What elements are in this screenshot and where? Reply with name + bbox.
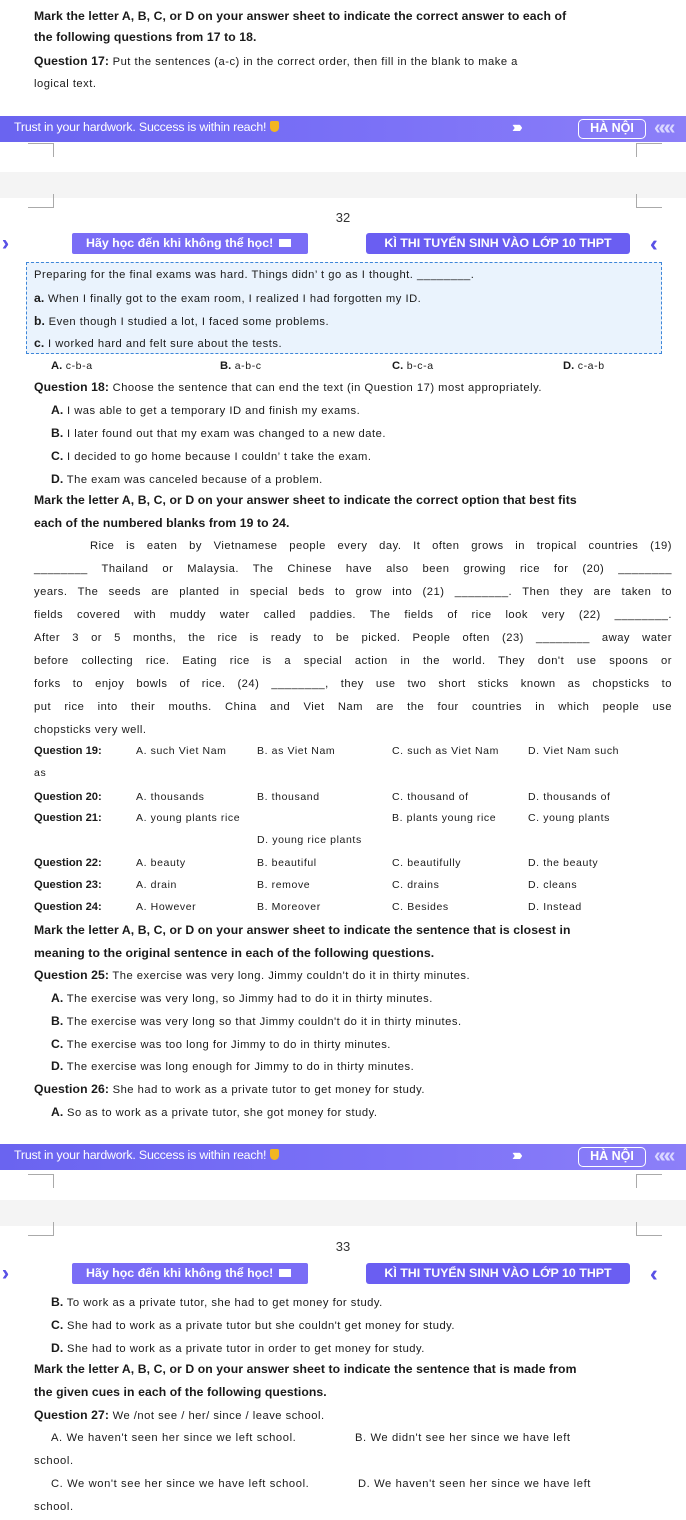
option-d[interactable] [563, 358, 605, 374]
passage-line: Rice is eaten by Vietnamese people every day. It often grows in tropical countries (19) [90, 540, 672, 552]
question-text: Choose the sentence that can end the text (in Question 17) most appropriately. [112, 382, 542, 394]
passage-line: years. The seeds are planted in special beds to grow into (21) ________. Then they are taken to [34, 586, 672, 598]
question-20 [34, 789, 102, 805]
question-24 [34, 899, 102, 915]
option-b[interactable] [51, 1294, 672, 1311]
option-d[interactable]: D. We haven't seen her since we have left [358, 1478, 591, 1490]
page-break [0, 172, 686, 198]
option-b[interactable] [51, 425, 672, 442]
option-text: The exercise was very long so that Jimmy couldn't do it in thirty minutes. [66, 1016, 462, 1028]
sentence-b [34, 313, 672, 330]
option-a[interactable] [51, 990, 672, 1007]
option-label: C. [51, 1037, 64, 1051]
sentence-text: Even though I studied a lot, I faced some problems. [48, 316, 330, 328]
option-label: B. [51, 1014, 64, 1028]
option-d-continued: school. [34, 1501, 74, 1513]
question-label: Question 21: [34, 812, 102, 824]
question-label: Question 18: [34, 380, 110, 394]
option-text: c-a-b [577, 360, 605, 372]
sentence-label: a. [34, 291, 45, 305]
sentence-a [34, 290, 672, 307]
option-b[interactable]: B. beautiful [257, 857, 317, 869]
question-label: Question 19: [34, 745, 102, 757]
option-a[interactable]: A. such Viet Nam [136, 745, 227, 757]
option-text: The exercise was very long, so Jimmy had to do it in thirty minutes. [66, 993, 433, 1005]
section-instruction: the given cues in each of the following questions. [34, 1385, 327, 1399]
passage-line: After 3 or 5 months, the rice is ready to be picked. People often (23) ________ away water [34, 632, 672, 644]
option-d[interactable]: D. young rice plants [257, 834, 362, 846]
slogan-text: Hãy học đến khi không thể học! [86, 1266, 274, 1280]
question-label: Question 26: [34, 1082, 110, 1096]
city-badge: HÀ NỘI [578, 1147, 646, 1167]
double-left-chevron-icon: ‹‹ [650, 231, 651, 256]
trophy-icon [270, 1149, 279, 1160]
option-a[interactable]: A. young plants rice [136, 812, 241, 824]
option-text: a-b-c [234, 360, 262, 372]
motto-text: Trust in your hardwork. Success is within reach! [14, 1148, 267, 1162]
question-label: Question 17: [34, 54, 110, 68]
option-label: A. [51, 1105, 64, 1119]
passage-line: fields covered with muddy water called paddies. The fields of rice look very (22) ________. [34, 609, 672, 621]
option-label: D. [51, 472, 64, 486]
question-label: Question 27: [34, 1408, 110, 1422]
footer-banner [0, 1144, 686, 1170]
question-label: Question 23: [34, 879, 102, 891]
sentence-text: When I finally got to the exam room, I realized I had forgotten my ID. [47, 293, 422, 305]
page-corner-mark [636, 143, 662, 157]
arrows-icon: ››››› [512, 119, 519, 136]
option-label: C. [51, 449, 64, 463]
page-corner-mark [28, 143, 54, 157]
option-label: D. [51, 1341, 64, 1355]
motto-text: Trust in your hardwork. Success is within reach! [14, 120, 267, 134]
option-a[interactable]: A. We haven't seen her since we left school. [51, 1432, 297, 1444]
option-label: A. [51, 403, 64, 417]
option-text: I was able to get a temporary ID and finish my exams. [67, 405, 361, 417]
option-c[interactable]: C. Besides [392, 901, 449, 913]
passage-line: forks to enjoy bowls of rice. (24) ________, they use two short sticks known as chopsticks to [34, 678, 672, 690]
option-a[interactable] [51, 1104, 672, 1121]
question-21 [34, 810, 102, 826]
question-label: Question 25: [34, 968, 110, 982]
question-text: She had to work as a private tutor to get money for study. [112, 1084, 425, 1096]
option-text: c-b-a [65, 360, 93, 372]
option-c[interactable]: C. thousand of [392, 791, 469, 803]
section-instruction: Mark the letter A, B, C, or D on your answer sheet to indicate the correct answer to each of [34, 9, 567, 23]
section-instruction: Mark the letter A, B, C, or D on your answer sheet to indicate the correct option that best fits [34, 493, 577, 507]
option-c[interactable]: C. such as Viet Nam [392, 745, 499, 757]
option-c[interactable] [51, 448, 672, 465]
option-d[interactable]: D. Viet Nam such [528, 745, 620, 757]
sentence-label: b. [34, 314, 46, 328]
footer-banner [0, 116, 686, 142]
option-d[interactable] [51, 471, 672, 488]
option-text: I later found out that my exam was changed to a new date. [67, 428, 386, 440]
motto [14, 120, 279, 134]
question-17-prompt [34, 53, 672, 70]
option-b[interactable] [220, 358, 262, 374]
double-left-arrow-icon: ««« [654, 1145, 670, 1167]
page-corner-mark [28, 1222, 54, 1236]
question-text: Put the sentences (a-c) in the correct order, then fill in the blank to make a [112, 56, 518, 68]
sentence-label: c. [34, 336, 45, 350]
option-c[interactable]: C. beautifully [392, 857, 462, 869]
option-b[interactable]: B. thousand [257, 791, 320, 803]
question-label: Question 22: [34, 857, 102, 869]
option-label: B. [220, 360, 232, 372]
option-label: D. [51, 1059, 64, 1073]
option-label: C. [392, 360, 404, 372]
option-d[interactable]: D. Instead [528, 901, 582, 913]
option-d-continued: as [34, 767, 47, 779]
q17-passage: Preparing for the final exams was hard. Things didn’ t go as I thought. ________. [34, 269, 475, 281]
option-text: b-c-a [406, 360, 434, 372]
page-number: 32 [335, 210, 351, 225]
section-instruction: each of the numbered blanks from 19 to 24. [34, 516, 290, 530]
option-text: I decided to go home because I couldn’ t take the exam. [67, 451, 372, 463]
option-b[interactable]: B. plants young rice [392, 812, 497, 824]
option-d[interactable] [51, 1340, 672, 1357]
passage-line: put rice into their mouths. China and Viet Nam are the four countries in which people use [34, 701, 672, 713]
page-corner-mark [636, 194, 662, 208]
option-text: The exercise was long enough for Jimmy to do in thirty minutes. [66, 1061, 415, 1073]
question-19 [34, 743, 102, 759]
option-a[interactable] [51, 358, 93, 374]
page-corner-mark [28, 194, 54, 208]
option-b[interactable] [51, 1013, 672, 1030]
option-d[interactable]: D. the beauty [528, 857, 599, 869]
option-a[interactable]: A. drain [136, 879, 177, 891]
option-d[interactable] [51, 1058, 672, 1075]
question-text: The exercise was very long. Jimmy couldn't do it in thirty minutes. [112, 970, 471, 982]
slogan-text: Hãy học đến khi không thể học! [86, 236, 274, 250]
header-slogan [72, 1263, 308, 1284]
option-c[interactable] [51, 1317, 672, 1334]
option-text: She had to work as a private tutor but she couldn't get money for study. [67, 1320, 456, 1332]
option-b-continued: school. [34, 1455, 74, 1467]
exam-title: KÌ THI TUYỂN SINH VÀO LỚP 10 THPT [366, 233, 630, 254]
option-label: D. [563, 360, 575, 372]
option-label: C. [51, 1318, 64, 1332]
section-instruction: the following questions from 17 to 18. [34, 30, 257, 44]
question-label: Question 20: [34, 791, 102, 803]
question-text: logical text. [34, 78, 97, 90]
option-a[interactable] [51, 402, 672, 419]
option-label: A. [51, 360, 63, 372]
option-c[interactable]: C. We won't see her since we have left school. [51, 1478, 310, 1490]
page-header [0, 231, 686, 257]
passage-line: chopsticks very well. [34, 724, 147, 736]
arrows-icon: ››››› [512, 1147, 519, 1164]
option-text: So as to work as a private tutor, she got money for study. [67, 1107, 378, 1119]
section-instruction: Mark the letter A, B, C, or D on your answer sheet to indicate the sentence that is closest in [34, 923, 571, 937]
question-18-prompt [34, 379, 672, 396]
option-b[interactable]: B. We didn't see her since we have left [355, 1432, 571, 1444]
book-icon [279, 239, 291, 247]
sentence-text: I worked hard and felt sure about the tests. [47, 338, 283, 350]
sentence-c [34, 335, 672, 352]
option-b[interactable]: B. Moreover [257, 901, 321, 913]
option-a[interactable]: A. However [136, 901, 197, 913]
option-b[interactable]: B. remove [257, 879, 311, 891]
question-text: We /not see / her/ since / leave school. [112, 1410, 325, 1422]
page-corner-mark [28, 1174, 54, 1188]
passage-line: before collecting rice. Eating rice is a special action in the world. They don't use spoons or [34, 655, 672, 667]
trophy-icon [270, 121, 279, 132]
option-c[interactable] [392, 358, 434, 374]
option-label: B. [51, 1295, 64, 1309]
option-a[interactable]: A. thousands [136, 791, 205, 803]
option-label: A. [51, 991, 64, 1005]
question-22 [34, 855, 102, 871]
question-26-prompt [34, 1081, 672, 1098]
option-b[interactable]: B. as Viet Nam [257, 745, 336, 757]
option-text: To work as a private tutor, she had to get money for study. [66, 1297, 383, 1309]
exam-title: KÌ THI TUYỂN SINH VÀO LỚP 10 THPT [366, 1263, 630, 1284]
motto [14, 1148, 279, 1162]
option-d[interactable]: D. thousands of [528, 791, 611, 803]
page-break [0, 1200, 686, 1226]
double-left-arrow-icon: ««« [654, 117, 670, 139]
page-corner-mark [636, 1174, 662, 1188]
book-icon [279, 1269, 291, 1277]
page-header [0, 1261, 686, 1287]
option-c[interactable]: C. drains [392, 879, 440, 891]
double-left-chevron-icon: ‹‹ [650, 1261, 651, 1286]
option-c[interactable]: C. young plants [528, 812, 610, 824]
question-23 [34, 877, 102, 893]
option-text: The exam was canceled because of a problem. [66, 474, 323, 486]
option-label: B. [51, 426, 64, 440]
option-d[interactable]: D. cleans [528, 879, 578, 891]
passage-line: ________ Thailand or Malaysia. The Chinese have also been growing rice for (20) ________ [34, 563, 672, 575]
question-27-prompt [34, 1407, 672, 1424]
header-slogan [72, 233, 308, 254]
option-text: She had to work as a private tutor in order to get money for study. [67, 1343, 425, 1355]
page-number: 33 [335, 1239, 351, 1254]
question-label: Question 24: [34, 901, 102, 913]
page-corner-mark [636, 1222, 662, 1236]
section-instruction: Mark the letter A, B, C, or D on your answer sheet to indicate the sentence that is made from [34, 1362, 577, 1376]
question-25-prompt [34, 967, 672, 984]
option-text: The exercise was too long for Jimmy to do in thirty minutes. [66, 1039, 391, 1051]
section-instruction: meaning to the original sentence in each of the following questions. [34, 946, 435, 960]
option-a[interactable]: A. beauty [136, 857, 186, 869]
option-c[interactable] [51, 1036, 672, 1053]
city-badge: HÀ NỘI [578, 119, 646, 139]
